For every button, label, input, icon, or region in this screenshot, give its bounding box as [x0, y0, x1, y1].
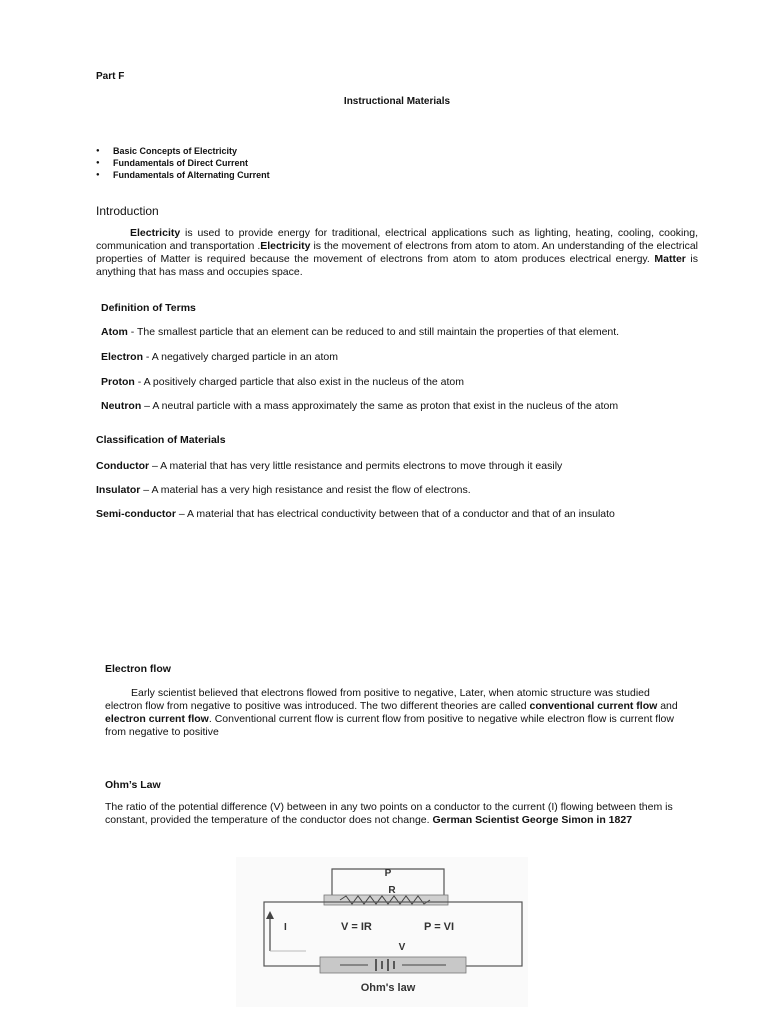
list-item: ● Basic Concepts of Electricity	[96, 146, 270, 158]
term-electricity: Electricity	[260, 240, 311, 252]
diagram-caption: Ohm's law	[360, 982, 416, 994]
equation-p-vi: P = VI	[424, 921, 455, 933]
label-p: P	[384, 868, 392, 879]
label-i: I	[284, 922, 287, 933]
classification-item: Semi-conductor – A material that has electrical conductivity between that of a conductor and that of an insulato	[96, 508, 615, 520]
electron-flow-paragraph: Early scientist believed that electrons flowed from positive to negative, Later, when atomic structure was studied electron flow from negative to positive was introduced. The two different theories are called conventional current flow and electron current flow. Conventional current flow is current flow from positive to negative while electron flow is current flow from negative to positive	[105, 687, 678, 738]
ohms-law-paragraph: The ratio of the potential difference (V) between in any two points on a conductor to the current (I) flowing between them is constant, provided the temperature of the conductor does not change. German Scientist George Simon in 1827	[105, 801, 673, 826]
list-item: ● Fundamentals of Direct Current	[96, 158, 270, 170]
term-matter: Matter	[654, 253, 686, 265]
definition-item: Proton - A positively charged particle that also exist in the nucleus of the atom	[101, 376, 465, 388]
equation-v-ir: V = IR	[341, 921, 372, 933]
term-electricity: Electricity	[130, 227, 181, 239]
ohms-law-circuit-diagram	[236, 857, 528, 1007]
definition-item: Neutron – A neutral particle with a mass approximately the same as proton that exist in the nucleus of the atom	[101, 400, 619, 412]
definition-item: Electron - A negatively charged particle in an atom	[101, 351, 338, 363]
section-heading-ohms-law: Ohm’s Law	[105, 779, 161, 791]
section-heading-definitions: Definition of Terms	[101, 302, 196, 314]
document-title: Instructional Materials	[343, 96, 451, 107]
introduction-paragraph: Electricity is used to provide energy for traditional, electrical applications such as lighting, heating, cooling, cooking, communication and transportation .Electricity is the movement of electrons from atom to atom. An understanding of the electrical properties of Matter is required because the movement of electrons from atom to atom produces electrical energy. Matter is anything that has mass and occupies space.	[96, 227, 699, 278]
list-item: ● Fundamentals of Alternating Current	[96, 170, 270, 182]
classification-item: Conductor – A material that has very little resistance and permits electrons to move through it easily	[96, 460, 563, 472]
topic-list	[96, 146, 270, 181]
part-label: Part F	[96, 71, 125, 82]
section-heading-introduction: Introduction	[96, 204, 159, 218]
definition-item: Atom - The smallest particle that an element can be reduced to and still maintain the properties of that element.	[101, 326, 620, 338]
label-v: V	[398, 942, 406, 953]
label-r: R	[388, 885, 396, 896]
classification-item: Insulator – A material has a very high resistance and resist the flow of electrons.	[96, 484, 471, 496]
section-heading-classification: Classification of Materials	[96, 434, 226, 446]
section-heading-electron-flow: Electron flow	[105, 663, 171, 675]
